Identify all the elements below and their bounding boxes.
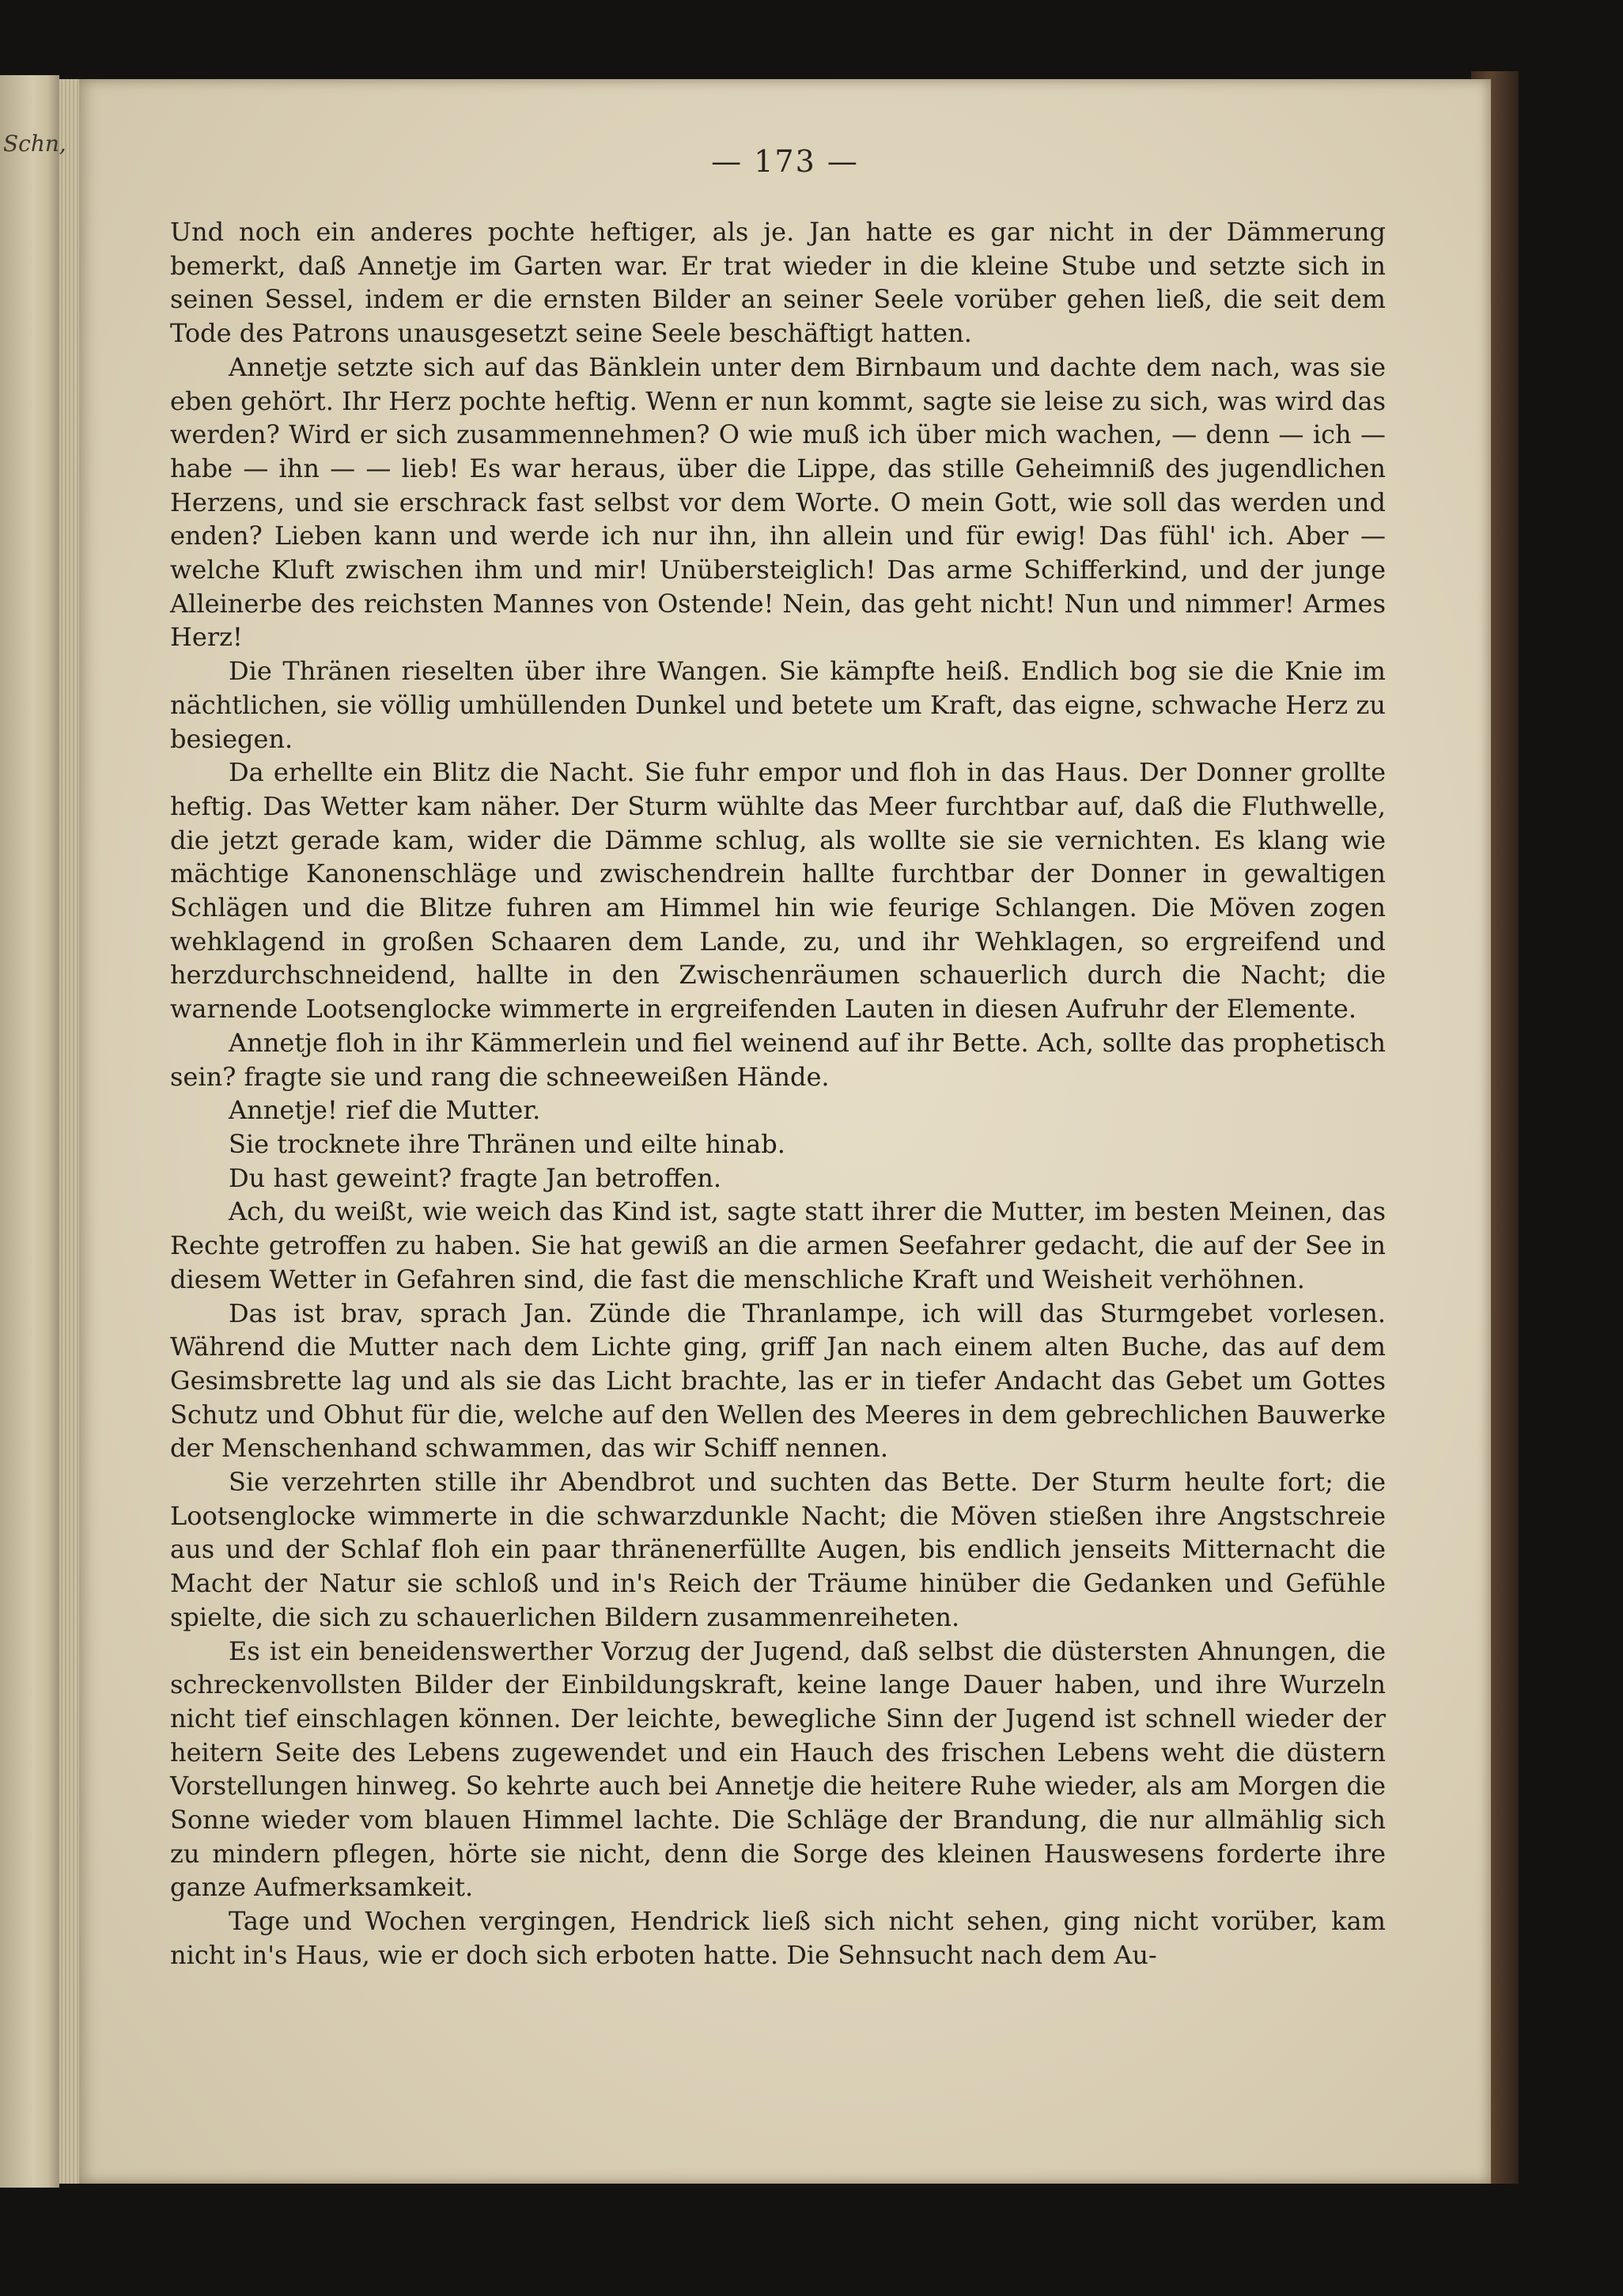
paragraph: Annetje! rief die Mutter. (229, 1095, 541, 1126)
paragraph: Annetje floh in ihr Kämmerlein und fiel weinend auf ihr Bette. Ach, sollte das prophetisch sein? fragte sie und rang die schneeweißen Hände. (170, 1027, 1386, 1092)
paragraph: Die Thränen rieselten über ihre Wangen. Sie kämpfte heiß. Endlich bog sie die Knie im nächtlichen, sie völlig umhüllenden Dunkel und betete um Kraft, das eigne, schwache Herz zu besiegen. (170, 656, 1386, 754)
page-number: — 173 — (711, 144, 859, 179)
paragraph: Tage und Wochen vergingen, Hendrick ließ sich nicht sehen, ging nicht vorüber, kam nicht in's Haus, wie er doch sich erboten hatte. Die Sehnsucht nach dem Au- (170, 1906, 1386, 1970)
paragraph: Annetje setzte sich auf das Bänklein unter dem Birnbaum und dachte dem nach, was sie eben gehört. Ihr Herz pochte heftig. Wenn er nun kommt, sagte sie leise zu sich, was wird das werden? Wird er sich zusammennehmen? O wie muß ich über mich wachen, — denn — ich — habe — ihn — — lieb! Es war heraus, über die Lippe, das stille Geheimniß des jugendlichen Herzens, und sie erschrack fast selbst vor dem Worte. O mein Gott, wie soll das werden und enden? Lieben kann und werde ich nur ihn, ihn allein und für ewig! Das fühl' ich. Aber — welche Kluft zwischen ihm und mir! Unübersteiglich! Das arme Schifferkind, und der junge Alleinerbe des reichsten Mannes von Ostende! Nein, das geht nicht! Nun und nimmer! Armes Herz! (170, 351, 1386, 653)
book-page (79, 79, 1491, 2184)
margin-note: Schn, (3, 131, 66, 157)
paragraph: Es ist ein beneidenswerther Vorzug der Jugend, daß selbst die düstersten Ahnungen, die schreckenvollsten Bilder der Einbildungskraft, keine lange Dauer haben, und ihre Wurzeln nicht tief einschlagen können. Der leichte, bewegliche Sinn der Jugend ist schnell wieder der heitern Seite des Lebens zugewendet und ein Hauch des frischen Lebens weht die düstern Vorstellungen hinweg. So kehrte auch bei Annetje die heitere Ruhe wieder, als am Morgen die Sonne wieder vom blauen Himmel lachte. Die Schläge der Brandung, die nur allmählig sich zu mindern pflegen, hörte sie nicht, denn die Sorge des kleinen Hauswesens forderte ihre ganze Aufmerksamkeit. (170, 1635, 1386, 1903)
paragraph: Da erhellte ein Blitz die Nacht. Sie fuhr empor und floh in das Haus. Der Donner grollte heftig. Das Wetter kam näher. Der Sturm wühlte das Meer furchtbar auf, daß die Fluthwelle, die jetzt gerade kam, wider die Dämme schlug, als wollte sie sie vernichten. Es klang wie mächtige Kanonenschläge und zwischendrein hallte furchtbar der Donner in gewaltigen Schlägen und die Blitze fuhren am Himmel hin wie feurige Schlangen. Die Möven zogen wehklagend in großen Schaaren dem Lande, zu, und ihr Wehklagen, so ergreifend und herzdurchschneidend, hallte in den Zwischenräumen schauerlich durch die Nacht; die warnende Lootsenglocke wimmerte in ergreifenden Lauten in diesen Aufruhr der Elemente. (170, 757, 1386, 1025)
paragraph: Du hast geweint? fragte Jan betroffen. (229, 1162, 722, 1193)
page-stack-edge (59, 79, 81, 2184)
page-text (170, 215, 1386, 1972)
paragraph: Ach, du weißt, wie weich das Kind ist, sagte statt ihrer die Mutter, im besten Meinen, das Rechte getroffen zu haben. Sie hat gewiß an die armen Seefahrer gedacht, die auf der See in diesem Wetter in Gefahren sind, die fast die menschliche Kraft und Weisheit verhöhnen. (170, 1196, 1386, 1294)
left-page-edge (0, 75, 59, 2188)
paragraph: Sie verzehrten stille ihr Abendbrot und suchten das Bette. Der Sturm heulte fort; die Lootsenglocke wimmerte in die schwarzdunkle Nacht; die Möven stießen ihre Angstschreie aus und der Schlaf floh ein paar thränenerfüllte Augen, bis endlich jenseits Mitternacht die Macht der Natur sie schloß und in's Reich der Träume hinüber die Gedanken und Gefühle spielte, die sich zu schauerlichen Bildern zusammenreiheten. (170, 1467, 1386, 1632)
paragraph: Und noch ein anderes pochte heftiger, als je. Jan hatte es gar nicht in der Dämmerung bemerkt, daß Annetje im Garten war. Er trat wieder in die kleine Stube und setzte sich in seinen Sessel, indem er die ernsten Bilder an seiner Seele vorüber gehen ließ, die seit dem Tode des Patrons unausgesetzt seine Seele beschäftigt hatten. (170, 217, 1386, 349)
paragraph: Sie trocknete ihre Thränen und eilte hinab. (229, 1128, 785, 1159)
paragraph: Das ist brav, sprach Jan. Zünde die Thranlampe, ich will das Sturmgebet vorlesen. Während die Mutter nach dem Lichte ging, griff Jan nach einem alten Buche, das auf dem Gesimsbrette lag und als sie das Licht brachte, las er in tiefer Andacht das Gebet um Gottes Schutz und Obhut für die, welche auf den Wellen des Meeres in dem gebrechlichen Bauwerke der Menschenhand schwammen, das wir Schiff nennen. (170, 1298, 1386, 1464)
